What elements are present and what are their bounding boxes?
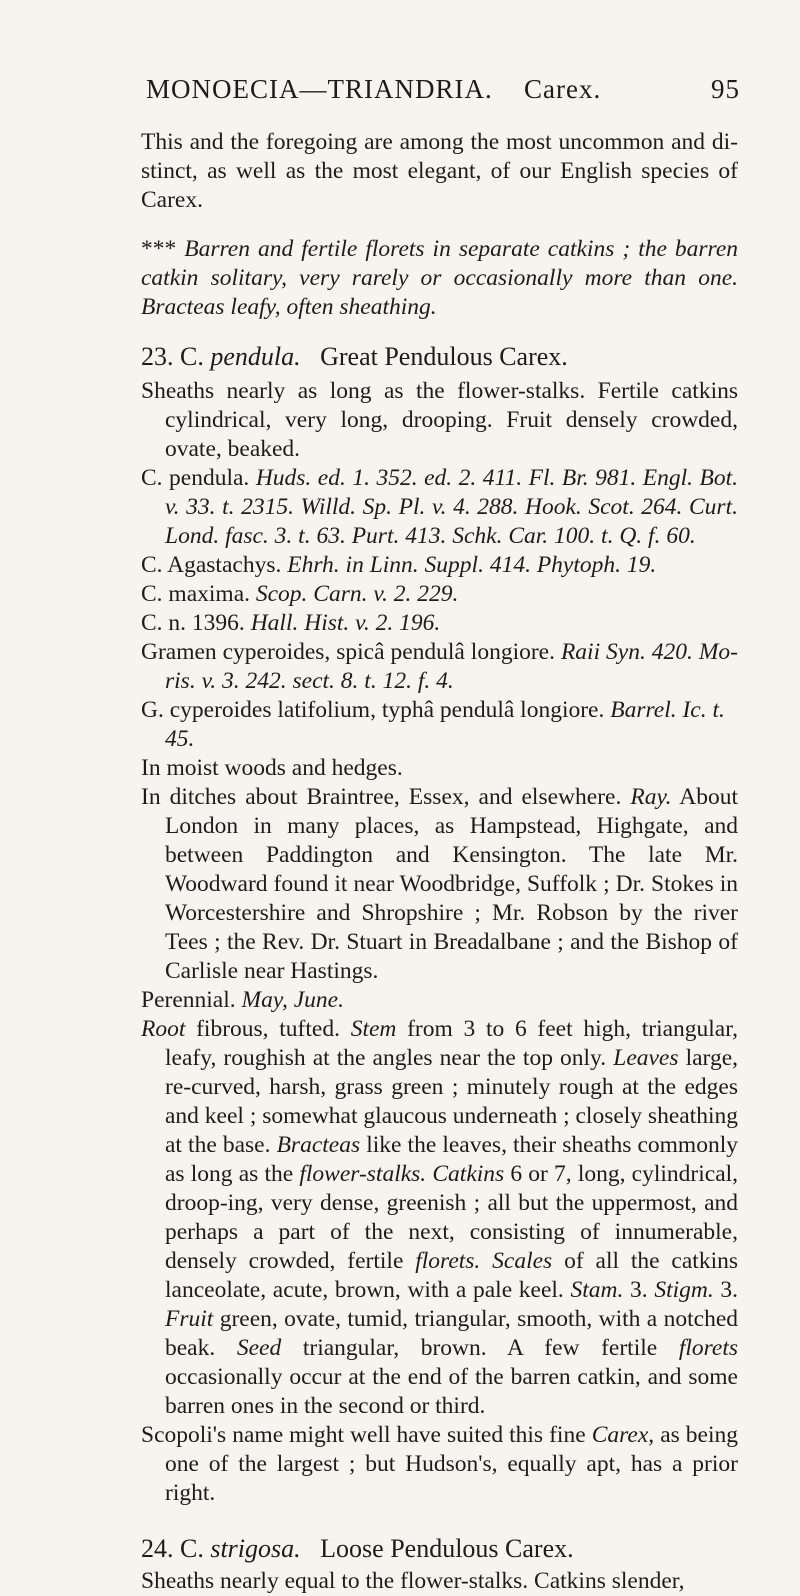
note-text-a: Scopoli's name might well have suited this fine xyxy=(141,1422,586,1448)
synonym-6 xyxy=(141,696,738,754)
florets-term: florets. xyxy=(415,1248,481,1274)
synonym-6-refs: Barrel. Ic. t. 45. xyxy=(165,697,725,752)
description-end: occasionally occur at the end of the barren catkin, and some barren ones in the second or third. xyxy=(165,1364,738,1419)
species-23-heading xyxy=(141,342,738,371)
bracteas-label: Bracteas xyxy=(276,1132,361,1158)
synonym-1-name: C. pendula. xyxy=(141,465,250,491)
stigmas-text: 3. xyxy=(720,1277,739,1303)
stem-label: Stem xyxy=(350,1016,397,1042)
species-24-name: strigosa. xyxy=(210,1534,301,1563)
flowerstalks-term: flower-stalks. xyxy=(299,1161,427,1187)
seed-text: triangular, brown. A few fertile xyxy=(302,1335,658,1361)
fruit-text: green, ovate, tumid, triangular, smooth, with a notched beak. xyxy=(165,1306,739,1361)
synonym-5 xyxy=(141,638,738,696)
leaves-label: Leaves xyxy=(613,1045,679,1071)
species-24-heading xyxy=(141,1534,738,1563)
synonym-5-name: Gramen cyperoides, spicâ pendulâ longiore. xyxy=(141,639,555,665)
species-23-note xyxy=(141,1421,738,1508)
duration-text: Perennial. xyxy=(141,987,236,1013)
synonym-5-refs: Raii Syn. 420. Mo-ris. v. 3. 242. sect. 8. t. 12. f. 4. xyxy=(165,639,739,694)
running-head-title: MONOECIA—TRIANDRIA. xyxy=(146,74,493,104)
habitat: In moist woods and hedges. xyxy=(141,755,403,781)
catkins-text: 6 or 7, long, cylindrical, droop-ing, very dense, greenish ; all but the uppermost, and perhaps a part of the next, consisting of innumerable, densely crowded, fertile xyxy=(165,1161,739,1274)
section-note xyxy=(141,235,738,322)
scales-label: Scales xyxy=(492,1248,553,1274)
page-body xyxy=(141,128,738,1596)
synonym-4-name: C. n. 1396. xyxy=(141,610,245,636)
section-marker: *** xyxy=(141,236,177,262)
page-number: 95 xyxy=(711,74,740,104)
stem-text: from 3 to 6 feet high, triangular, leafy, roughish at the angles near the top only. xyxy=(165,1016,739,1071)
localities-ray-text: In ditches about Braintree, Essex, and elsewhere. xyxy=(141,784,622,810)
synonym-2-refs: Ehrh. in Linn. Suppl. 414. Phytoph. 19. xyxy=(287,552,657,578)
species-24-common-name: Loose Pendulous Carex. xyxy=(320,1534,574,1563)
note-carex: Carex, xyxy=(591,1422,655,1448)
intro-paragraph: This and the foregoing are among the most uncommon and di-stinct, as well as the most elegant, of our English species of Carex. xyxy=(141,129,738,213)
stamens-text: 3. xyxy=(630,1277,648,1303)
fruit-label: Fruit xyxy=(165,1306,214,1332)
synonym-1 xyxy=(141,464,738,551)
localities xyxy=(141,783,738,986)
running-head-genus: Carex. xyxy=(524,74,602,104)
root-label: Root xyxy=(141,1016,186,1042)
localities-text: About London in many places, as Hampstead, Highgate, and between Paddington and Kensington. The late Mr. Woodward found it near Woodbridge, Suffolk ; Dr. Stokes in Worcestershire and Shropshire ; Mr. Robson by the river Tees ; the Rev. Dr. Stuart in Breadalbane ; and the Bishop of Carlisle near Hastings. xyxy=(165,784,738,984)
leaves-text: large, re-curved, harsh, grass green ; minutely rough at the edges and keel ; somewhat glaucous underneath ; closely sheathing at the base. xyxy=(165,1045,739,1158)
synonym-4-refs: Hall. Hist. v. 2. 196. xyxy=(250,610,441,636)
synonym-1-refs: Huds. ed. 1. 352. ed. 2. 411. Fl. Br. 981. Engl. Bot. v. 33. t. 2315. Willd. Sp. Pl. v. 4. 288. Hook. Scot. 264. Curt. Lond. fasc. 3. t. 63. Purt. 413. Schk. Car. 100. t. Q. f. 60. xyxy=(165,465,738,549)
species-23-name: pendula. xyxy=(210,342,301,371)
species-23-common-name: Great Pendulous Carex. xyxy=(320,342,568,371)
seed-label: Seed xyxy=(236,1335,282,1361)
stamens-label: Stam. xyxy=(570,1277,624,1303)
florets-term-2: florets xyxy=(678,1335,738,1361)
scales-text: of all the catkins lanceolate, acute, brown, with a pale keel. xyxy=(165,1248,738,1303)
synonym-3-refs: Scop. Carn. v. 2. 229. xyxy=(255,581,459,607)
synonym-2 xyxy=(141,551,738,580)
catkins-label: Catkins xyxy=(432,1161,505,1187)
bracteas-text: like the leaves, their sheaths commonly as long as the xyxy=(165,1132,738,1187)
species-24-character: Sheaths nearly equal to the flower-stalks. Catkins slender, xyxy=(141,1568,685,1594)
species-24-number: 24. C. xyxy=(141,1534,204,1563)
synonym-6-name: G. cyperoides latifolium, typhâ pendulâ longiore. xyxy=(141,697,605,723)
root-text: fibrous, tufted. xyxy=(196,1016,340,1042)
species-23-number: 23. C. xyxy=(141,342,204,371)
species-23-description xyxy=(141,1015,738,1421)
note-text-b: as being one of the largest ; but Hudson's, equally apt, has a prior right. xyxy=(165,1422,739,1506)
duration xyxy=(141,986,738,1015)
synonym-3 xyxy=(141,580,738,609)
localities-ray-author: Ray. xyxy=(630,784,672,810)
section-note-text: Barren and fertile florets in separate catkins ; the barren catkin solitary, very rarely or occasionally more than one. Bracteas leafy, often sheathing. xyxy=(141,236,739,320)
synonym-4 xyxy=(141,609,738,638)
synonym-3-name: C. maxima. xyxy=(141,581,250,607)
species-23-character: Sheaths nearly as long as the flower-stalks. Fertile catkins cylindrical, very long, drooping. Fruit densely crowded, ovate, beaked. xyxy=(141,378,738,462)
stigmas-label: Stigm. xyxy=(654,1277,714,1303)
flowering-time: May, June. xyxy=(241,987,344,1013)
synonym-2-name: C. Agastachys. xyxy=(141,552,282,578)
